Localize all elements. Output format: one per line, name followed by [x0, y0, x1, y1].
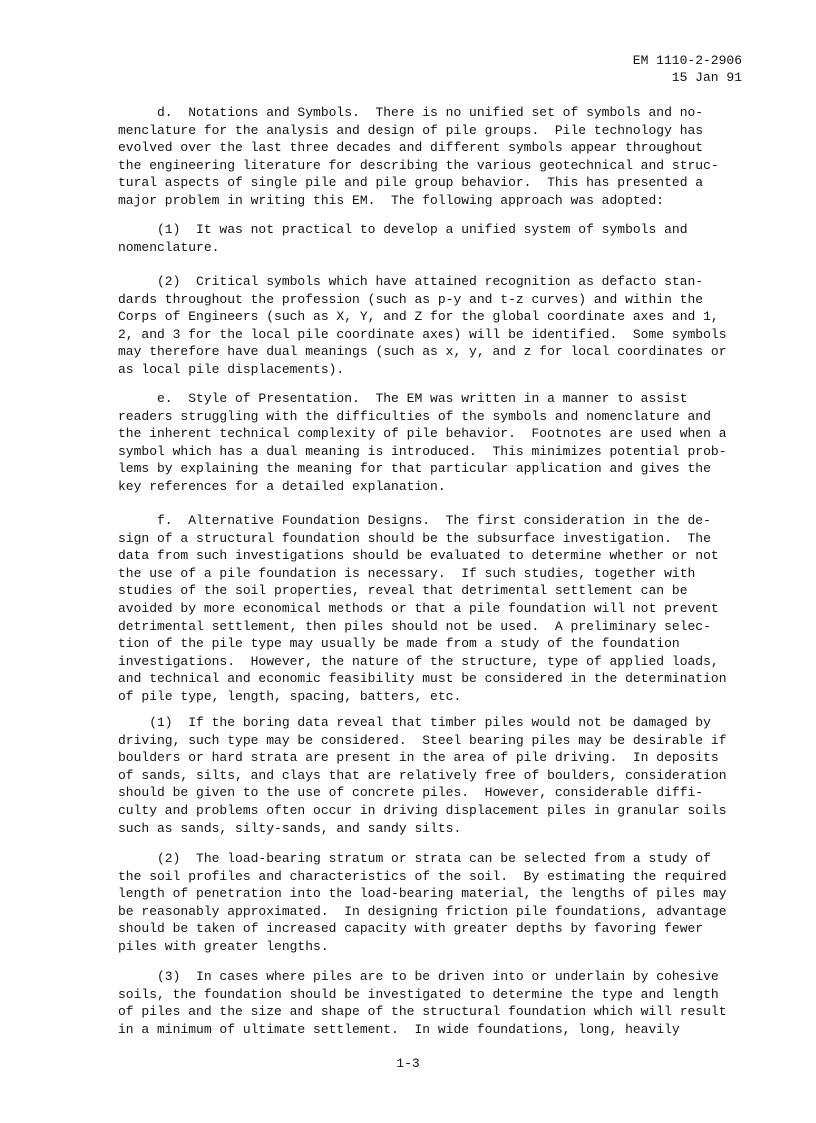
- text-line: Corps of Engineers (such as X, Y, and Z for the global coordinate axes and 1,: [118, 309, 719, 325]
- text-line: symbol which has a dual meaning is introduced. This minimizes potential prob-: [118, 443, 727, 459]
- text-line: in a minimum of ultimate settlement. In wide foundations, long, heavily: [118, 1021, 680, 1037]
- paragraph: [118, 968, 758, 1038]
- paragraph: [118, 512, 758, 706]
- text-line: as local pile displacements).: [118, 361, 345, 377]
- text-line: f. Alternative Foundation Designs. The first consideration in the de-: [118, 513, 711, 528]
- paragraph: [118, 714, 758, 837]
- text-line: nomenclature.: [118, 239, 220, 255]
- text-line: culty and problems often occur in driving displacement piles in granular soils: [118, 802, 727, 818]
- text-line: avoided by more economical methods or that a pile foundation will not prevent: [118, 600, 719, 616]
- text-line: the engineering literature for describing the various geotechnical and struc-: [118, 157, 719, 173]
- text-line: soils, the foundation should be investigated to determine the type and length: [118, 986, 719, 1002]
- text-line: should be given to the use of concrete piles. However, considerable diffi-: [118, 785, 704, 801]
- text-line: such as sands, silty-sands, and sandy silts.: [118, 820, 462, 836]
- text-line: major problem in writing this EM. The following approach was adopted:: [118, 192, 665, 208]
- text-line: of pile type, length, spacing, batters, etc.: [118, 688, 462, 704]
- text-line: (1) If the boring data reveal that timber piles would not be damaged by: [118, 715, 711, 730]
- text-line: menclature for the analysis and design of pile groups. Pile technology has: [118, 122, 704, 138]
- text-line: (2) Critical symbols which have attained recognition as defacto stan-: [118, 274, 704, 289]
- text-line: (2) The load-bearing stratum or strata can be selected from a study of: [118, 851, 711, 866]
- paragraph: [118, 273, 758, 379]
- paragraph: [118, 390, 758, 496]
- text-line: investigations. However, the nature of the structure, type of applied loads,: [118, 653, 719, 669]
- text-line: length of penetration into the load-bearing material, the lengths of piles may: [118, 886, 727, 902]
- text-line: (3) In cases where piles are to be driven into or underlain by cohesive: [118, 969, 719, 984]
- text-line: data from such investigations should be evaluated to determine whether or not: [118, 548, 719, 564]
- text-line: detrimental settlement, then piles should not be used. A preliminary selec-: [118, 618, 711, 634]
- text-line: of piles and the size and shape of the structural foundation which will result: [118, 1004, 727, 1020]
- paragraph: [118, 104, 758, 210]
- paragraph: [118, 221, 758, 256]
- text-line: tion of the pile type may usually be made from a study of the foundation: [118, 636, 680, 652]
- text-line: d. Notations and Symbols. There is no unified set of symbols and no-: [118, 105, 704, 120]
- document-date: 15 Jan 91: [671, 70, 742, 85]
- text-line: the soil profiles and characteristics of the soil. By estimating the required: [118, 868, 727, 884]
- paragraph: [118, 850, 758, 956]
- text-line: piles with greater lengths.: [118, 938, 329, 954]
- text-line: the inherent technical complexity of pile behavior. Footnotes are used when a: [118, 426, 727, 442]
- text-line: (1) It was not practical to develop a unified system of symbols and: [118, 222, 688, 237]
- text-line: 2, and 3 for the local pile coordinate axes) will be identified. Some symbols: [118, 326, 727, 342]
- text-line: tural aspects of single pile and pile group behavior. This has presented a: [118, 175, 704, 191]
- text-line: key references for a detailed explanation.: [118, 478, 446, 494]
- text-line: may therefore have dual meanings (such as x, y, and z for local coordinates or: [118, 344, 727, 360]
- page-header: [633, 52, 742, 86]
- text-line: boulders or hard strata are present in the area of pile driving. In deposits: [118, 750, 719, 766]
- text-line: of sands, silts, and clays that are relatively free of boulders, consideration: [118, 767, 727, 783]
- text-line: sign of a structural foundation should be the subsurface investigation. The: [118, 530, 711, 546]
- text-line: lems by explaining the meaning for that particular application and gives the: [118, 461, 711, 477]
- text-line: e. Style of Presentation. The EM was written in a manner to assist: [118, 391, 688, 406]
- text-line: readers struggling with the difficulties of the symbols and nomenclature and: [118, 408, 711, 424]
- page-number: 1-3: [396, 1056, 420, 1071]
- text-line: studies of the soil properties, reveal that detrimental settlement can be: [118, 583, 688, 599]
- text-line: be reasonably approximated. In designing friction pile foundations, advantage: [118, 903, 727, 919]
- text-line: the use of a pile foundation is necessary. If such studies, together with: [118, 565, 696, 581]
- document-id: EM 1110-2-2906: [632, 53, 742, 68]
- text-line: dards throughout the profession (such as p-y and t-z curves) and within the: [118, 291, 704, 307]
- text-line: should be taken of increased capacity with greater depths by favoring fewer: [118, 921, 704, 937]
- text-line: and technical and economic feasibility must be considered in the determination: [118, 671, 727, 687]
- text-line: evolved over the last three decades and different symbols appear throughout: [118, 140, 704, 156]
- text-line: driving, such type may be considered. Steel bearing piles may be desirable if: [118, 732, 727, 748]
